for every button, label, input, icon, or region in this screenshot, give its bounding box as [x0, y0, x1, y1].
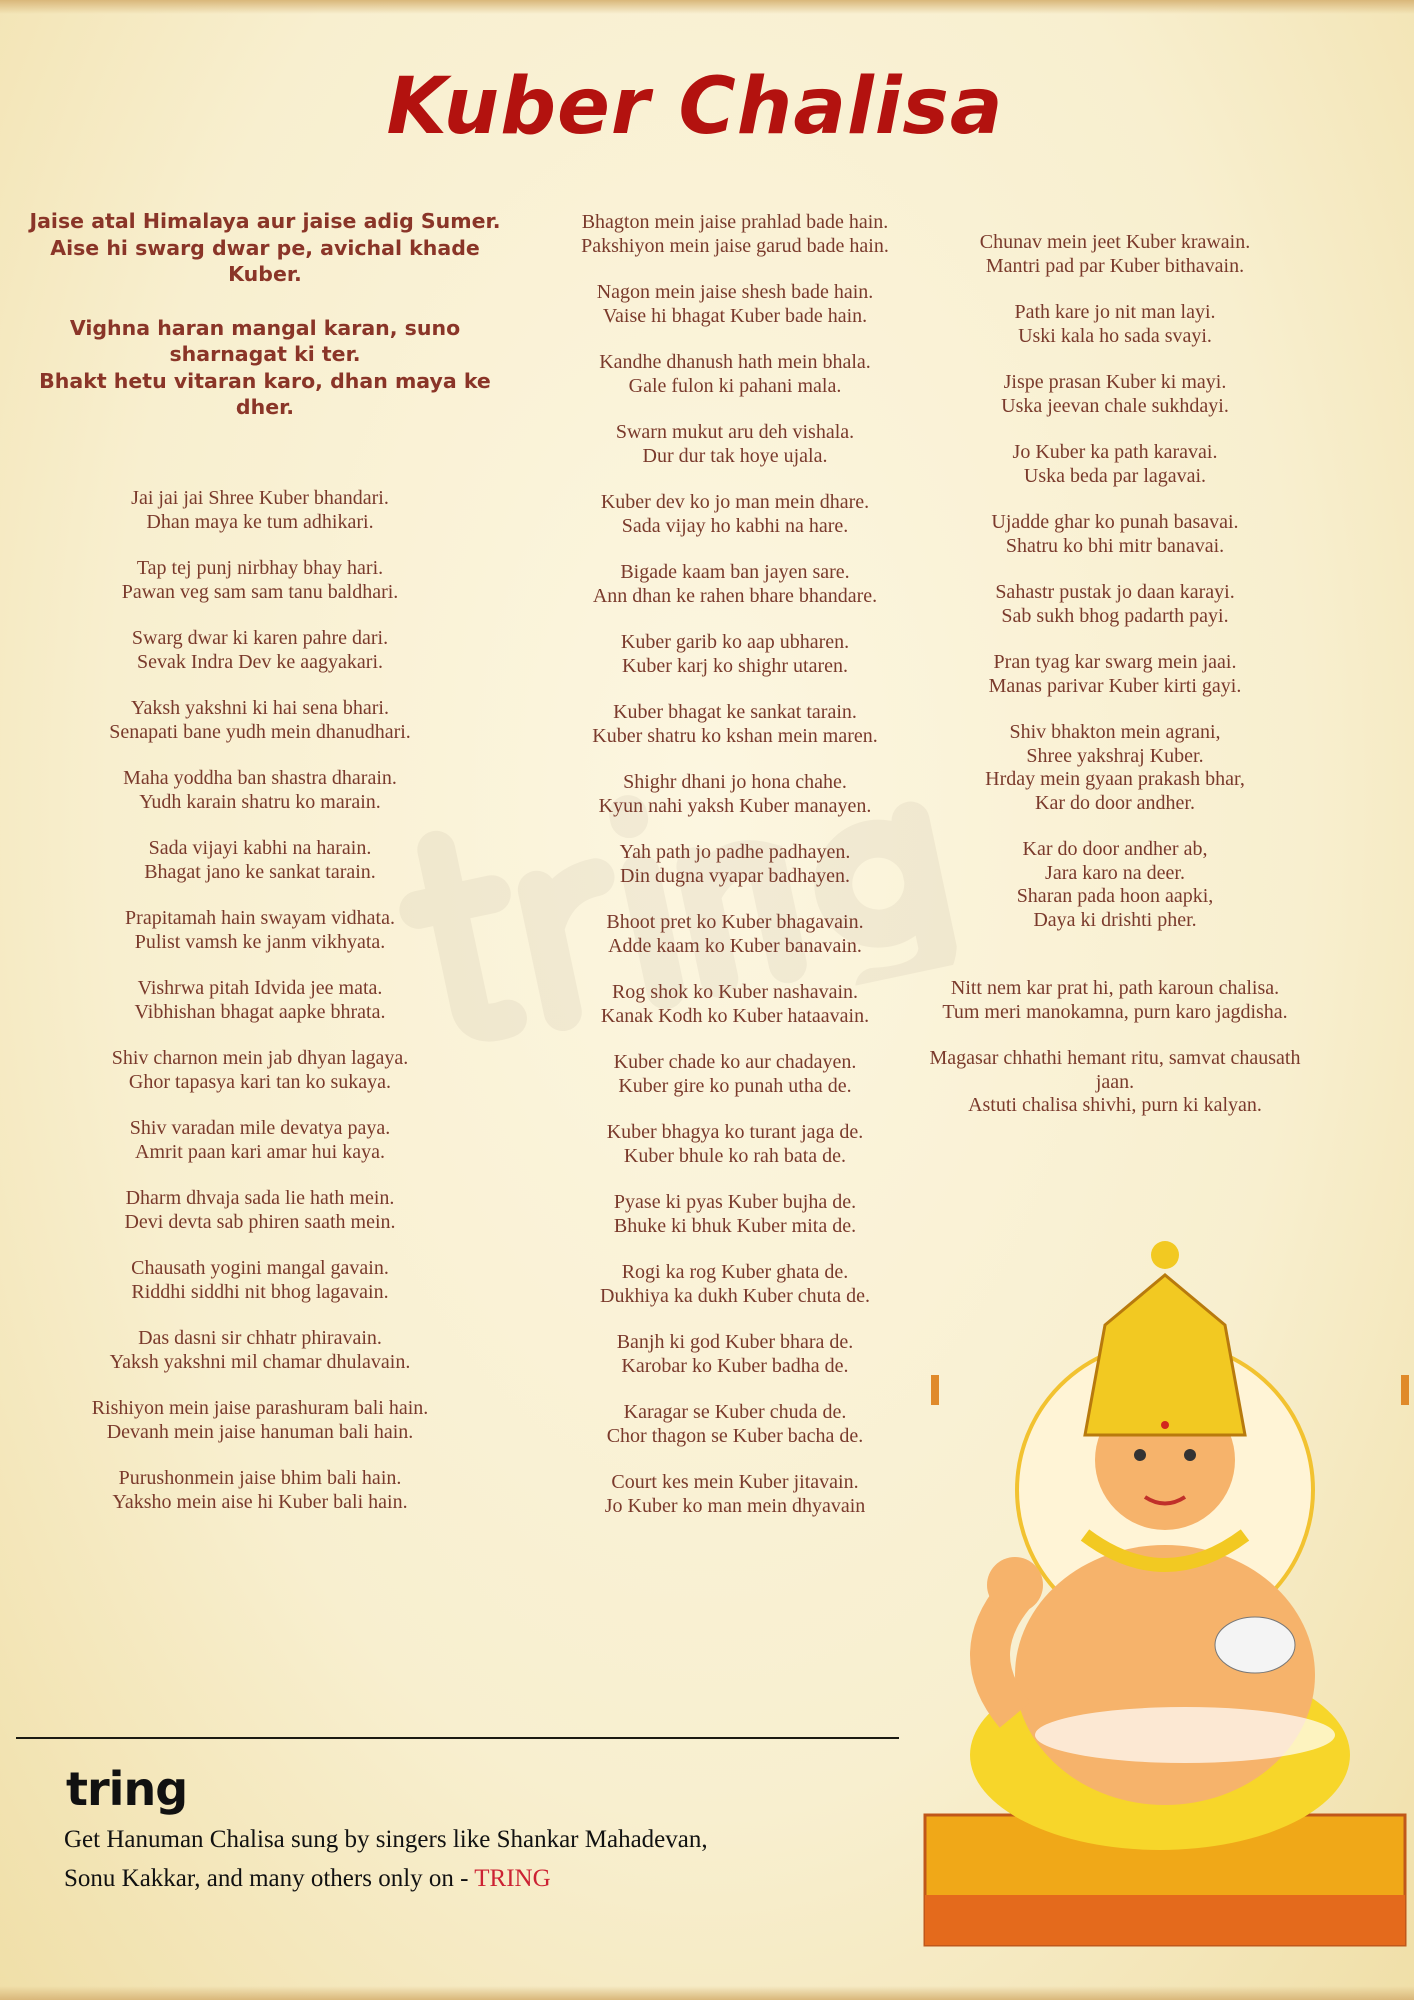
- verse-line: Ghor tapasya kari tan ko sukaya.: [128, 1070, 392, 1093]
- stanza: [915, 371, 1315, 418]
- verse-line: Kar do door andher.: [1035, 791, 1195, 814]
- stanza: [30, 557, 490, 604]
- verse-line: Yah path jo padhe padhayen.: [619, 841, 851, 863]
- verse-line: Karagar se Kuber chuda de.: [623, 1401, 847, 1423]
- verse-line: Kuber bhagya ko turant jaga de.: [606, 1121, 864, 1143]
- verse-line: Hrday mein gyaan prakash bhar,: [985, 768, 1245, 790]
- verse-line: Yudh karain shatru ko marain.: [139, 790, 381, 813]
- stanza: [20, 208, 510, 288]
- verse-line: Kanak Kodh ko Kuber hataavain.: [600, 1004, 870, 1027]
- verse-line: Gale fulon ki pahani mala.: [628, 374, 842, 397]
- verse-line: Sada vijay ho kabhi na hare.: [621, 514, 849, 537]
- verse-line: Din dugna vyapar badhayen.: [620, 864, 850, 887]
- verse-line: Magasar chhathi hemant ritu, samvat chausath jaan.: [929, 1047, 1301, 1093]
- verse-line: Jispe prasan Kuber ki mayi.: [1003, 371, 1227, 393]
- verse-line: Vibhishan bhagat aapke bhrata.: [134, 1000, 386, 1023]
- stanza: [560, 981, 910, 1028]
- verse-line: Das dasni sir chhatr phiravain.: [138, 1327, 382, 1349]
- verse-line: Vighna haran mangal karan, suno sharnagat ki ter.: [69, 315, 461, 366]
- verse-line: Kar do door andher ab,: [1022, 838, 1208, 860]
- stanza: [560, 631, 910, 678]
- stanza: [560, 211, 910, 258]
- verse-line: Yaksh yakshni mil chamar dhulavain.: [109, 1350, 411, 1373]
- verse-line: Maha yoddha ban shastra dharain.: [123, 767, 397, 789]
- stanza: [30, 907, 490, 954]
- stanza: [30, 697, 490, 744]
- verse-line: Purushonmein jaise bhim bali hain.: [118, 1467, 402, 1489]
- verse-line: Pran tyag kar swarg mein jaai.: [993, 651, 1237, 673]
- stanza: [560, 701, 910, 748]
- verse-line: Kuber garib ko aap ubharen.: [620, 631, 850, 653]
- page-title: Kuber Chalisa: [386, 62, 1004, 152]
- verse-column-2: [560, 211, 910, 1541]
- stanza: [915, 1047, 1315, 1118]
- verse-line: Vishrwa pitah Idvida jee mata.: [137, 977, 383, 999]
- verse-line: Shiv bhakton mein agrani,: [1009, 721, 1221, 743]
- stanza: [30, 767, 490, 814]
- stanza: [20, 315, 510, 421]
- verse-line: Jo Kuber ka path karavai.: [1012, 441, 1218, 463]
- verse-line: Bhagton mein jaise prahlad bade hain.: [581, 211, 889, 233]
- stanza: [560, 1401, 910, 1448]
- verse-line: Bhagat jano ke sankat tarain.: [144, 860, 376, 883]
- verse-line: Riddhi siddhi nit bhog lagavain.: [131, 1280, 389, 1303]
- verse-line: Chausath yogini mangal gavain.: [131, 1257, 389, 1279]
- verse-line: Uska beda par lagavai.: [1023, 464, 1207, 487]
- stanza: [915, 511, 1315, 558]
- verse-line: Mantri pad par Kuber bithavain.: [985, 254, 1245, 277]
- stanza: [30, 1187, 490, 1234]
- verse-line: Chunav mein jeet Kuber krawain.: [979, 231, 1251, 253]
- verse-line: Kuber chade ko aur chadayen.: [613, 1051, 857, 1073]
- verse-line: Sevak Indra Dev ke aagyakari.: [137, 650, 383, 673]
- verse-line: Swarg dwar ki karen pahre dari.: [131, 627, 389, 649]
- verse-line: Path kare jo nit man layi.: [1014, 301, 1216, 323]
- verse-line: Pakshiyon mein jaise garud bade hain.: [581, 234, 889, 257]
- verse-line: Ann dhan ke rahen bhare bhandare.: [592, 584, 878, 607]
- stanza: [560, 351, 910, 398]
- promo-text: [64, 1820, 708, 1898]
- verse-line: Kandhe dhanush hath mein bhala.: [599, 351, 871, 373]
- verse-line: Kuber shatru ko kshan mein maren.: [592, 724, 878, 747]
- verse-line: Kuber bhagat ke sankat tarain.: [613, 701, 857, 723]
- stanza: [915, 721, 1315, 815]
- verse-line: Tap tej punj nirbhay bhay hari.: [136, 557, 384, 579]
- stanza: [915, 231, 1315, 278]
- verse-line: Shiv varadan mile devatya paya.: [129, 1117, 391, 1139]
- verse-line: Ujadde ghar ko punah basavai.: [991, 511, 1239, 533]
- verse-line: Banjh ki god Kuber bhara de.: [616, 1331, 854, 1353]
- promo-line-2-text: Sonu Kakkar, and many others only on -: [64, 1865, 475, 1892]
- verse-line: Chor thagon se Kuber bacha de.: [606, 1424, 864, 1447]
- stanza: [30, 1397, 490, 1444]
- verse-line: Daya ki drishti pher.: [1033, 908, 1197, 931]
- stanza: [30, 627, 490, 674]
- verse-line: Shiv charnon mein jab dhyan lagaya.: [111, 1047, 409, 1069]
- stanza: [915, 301, 1315, 348]
- verse-line: Shree yakshraj Kuber.: [1026, 744, 1204, 767]
- verse-line: Jara karo na deer.: [1045, 861, 1185, 884]
- promo-line-1: Get Hanuman Chalisa sung by singers like Shankar Mahadevan,: [64, 1826, 708, 1853]
- verse-line: Astuti chalisa shivhi, purn ki kalyan.: [968, 1094, 1262, 1116]
- verse-line: Shighr dhani jo hona chahe.: [623, 771, 847, 793]
- promo-line-2: [64, 1859, 708, 1898]
- verse-line: Rishiyon mein jaise parashuram bali hain.: [91, 1397, 429, 1419]
- stanza: [30, 1117, 490, 1164]
- verse-line: Kuber gire ko punah utha de.: [618, 1074, 852, 1097]
- stanza: [30, 487, 490, 534]
- stanza: [560, 1121, 910, 1168]
- verse-line: Adde kaam ko Kuber banavain.: [608, 934, 862, 957]
- stanza: [560, 1471, 910, 1518]
- verse-column-1: [30, 487, 490, 1537]
- verse-line: Amrit paan kari amar hui kaya.: [135, 1140, 385, 1163]
- verse-line: Devi devta sab phiren saath mein.: [124, 1210, 396, 1233]
- verse-line: Uski kala ho sada svayi.: [1018, 324, 1212, 347]
- verse-line: Jaise atal Himalaya aur jaise adig Sumer.: [29, 209, 501, 233]
- stanza: [560, 1191, 910, 1238]
- verse-line: Kyun nahi yaksh Kuber manayen.: [598, 794, 872, 817]
- verse-line: Yaksh yakshni ki hai sena bhari.: [131, 697, 389, 719]
- verse-line: Pulist vamsh ke janm vikhyata.: [134, 930, 386, 953]
- verse-line: Shatru ko bhi mitr banavai.: [1005, 534, 1225, 557]
- verse-line: Yaksho mein aise hi Kuber bali hain.: [112, 1490, 408, 1513]
- verse-line: Nagon mein jaise shesh bade hain.: [596, 281, 874, 303]
- verse-line: Tum meri manokamna, purn karo jagdisha.: [942, 1000, 1288, 1023]
- stanza: [560, 911, 910, 958]
- stanza: [560, 1331, 910, 1378]
- verse-line: Kuber karj ko shighr utaren.: [621, 654, 849, 677]
- verse-line: Bigade kaam ban jayen sare.: [620, 561, 850, 583]
- kuber-illustration: [905, 1235, 1414, 1965]
- verse-line: Aise hi swarg dwar pe, avichal khade Kuber.: [50, 235, 480, 286]
- stanza: [30, 837, 490, 884]
- verse-line: Manas parivar Kuber kirti gayi.: [988, 674, 1242, 697]
- stanza: [30, 1047, 490, 1094]
- stanza: [560, 491, 910, 538]
- verse-line: Court kes mein Kuber jitavain.: [611, 1471, 859, 1493]
- stanza: [915, 651, 1315, 698]
- tring-link[interactable]: TRING: [474, 1865, 551, 1892]
- stanza: [30, 1467, 490, 1514]
- verse-line: Sab sukh bhog padarth payi.: [1001, 604, 1229, 627]
- verse-line: Bhoot pret ko Kuber bhagavain.: [606, 911, 864, 933]
- verse-line: Rog shok ko Kuber nashavain.: [611, 981, 859, 1003]
- paper-edge-bottom: [0, 1986, 1414, 2000]
- verse-line: Jai jai jai Shree Kuber bhandari.: [131, 487, 389, 509]
- verse-column-3: [915, 231, 1315, 1141]
- verse-line: Uska jeevan chale sukhdayi.: [1001, 394, 1229, 417]
- divider: [16, 1737, 899, 1739]
- stanza: [560, 1051, 910, 1098]
- verse-line: Dharm dhvaja sada lie hath mein.: [125, 1187, 395, 1209]
- verse-line: Bhuke ki bhuk Kuber mita de.: [613, 1214, 857, 1237]
- verse-line: Pyase ki pyas Kuber bujha de.: [613, 1191, 857, 1213]
- verse-line: Swarn mukut aru deh vishala.: [615, 421, 855, 443]
- stanza: [560, 771, 910, 818]
- stanza: [915, 581, 1315, 628]
- intro-doha: [20, 208, 510, 448]
- stanza: [915, 977, 1315, 1024]
- stanza: [560, 281, 910, 328]
- stanza: [560, 841, 910, 888]
- verse-line: Vaise hi bhagat Kuber bade hain.: [602, 304, 868, 327]
- verse-line: Kuber bhule ko rah bata de.: [623, 1144, 847, 1167]
- stanza: [560, 1261, 910, 1308]
- stanza: [30, 1257, 490, 1304]
- stanza: [560, 561, 910, 608]
- verse-line: Jo Kuber ko man mein dhyavain: [604, 1494, 866, 1517]
- verse-line: Karobar ko Kuber badha de.: [621, 1354, 849, 1377]
- verse-line: Dukhiya ka dukh Kuber chuta de.: [600, 1284, 870, 1307]
- verse-line: Devanh mein jaise hanuman bali hain.: [106, 1420, 414, 1443]
- verse-line: Kuber dev ko jo man mein dhare.: [600, 491, 870, 513]
- stanza: [915, 441, 1315, 488]
- stanza: [560, 421, 910, 468]
- verse-line: Sada vijayi kabhi na harain.: [148, 837, 372, 859]
- tring-logo: tring: [66, 1762, 188, 1816]
- verse-line: Sharan pada hoon aapki,: [1016, 885, 1214, 907]
- verse-line: Senapati bane yudh mein dhanudhari.: [109, 720, 411, 743]
- stanza: [30, 977, 490, 1024]
- verse-line: Bhakt hetu vitaran karo, dhan maya ke dher.: [39, 368, 491, 419]
- stanza: [915, 838, 1315, 932]
- stanza: [30, 1327, 490, 1374]
- verse-line: Nitt nem kar prat hi, path karoun chalisa.: [950, 977, 1280, 999]
- verse-line: Dhan maya ke tum adhikari.: [146, 510, 374, 533]
- verse-line: Prapitamah hain swayam vidhata.: [125, 907, 395, 929]
- verse-line: Dur dur tak hoye ujala.: [642, 444, 828, 467]
- verse-line: Sahastr pustak jo daan karayi.: [995, 581, 1235, 603]
- verse-line: Rogi ka rog Kuber ghata de.: [621, 1261, 849, 1283]
- verse-line: Pawan veg sam sam tanu baldhari.: [121, 580, 399, 603]
- paper-edge-top: [0, 0, 1414, 14]
